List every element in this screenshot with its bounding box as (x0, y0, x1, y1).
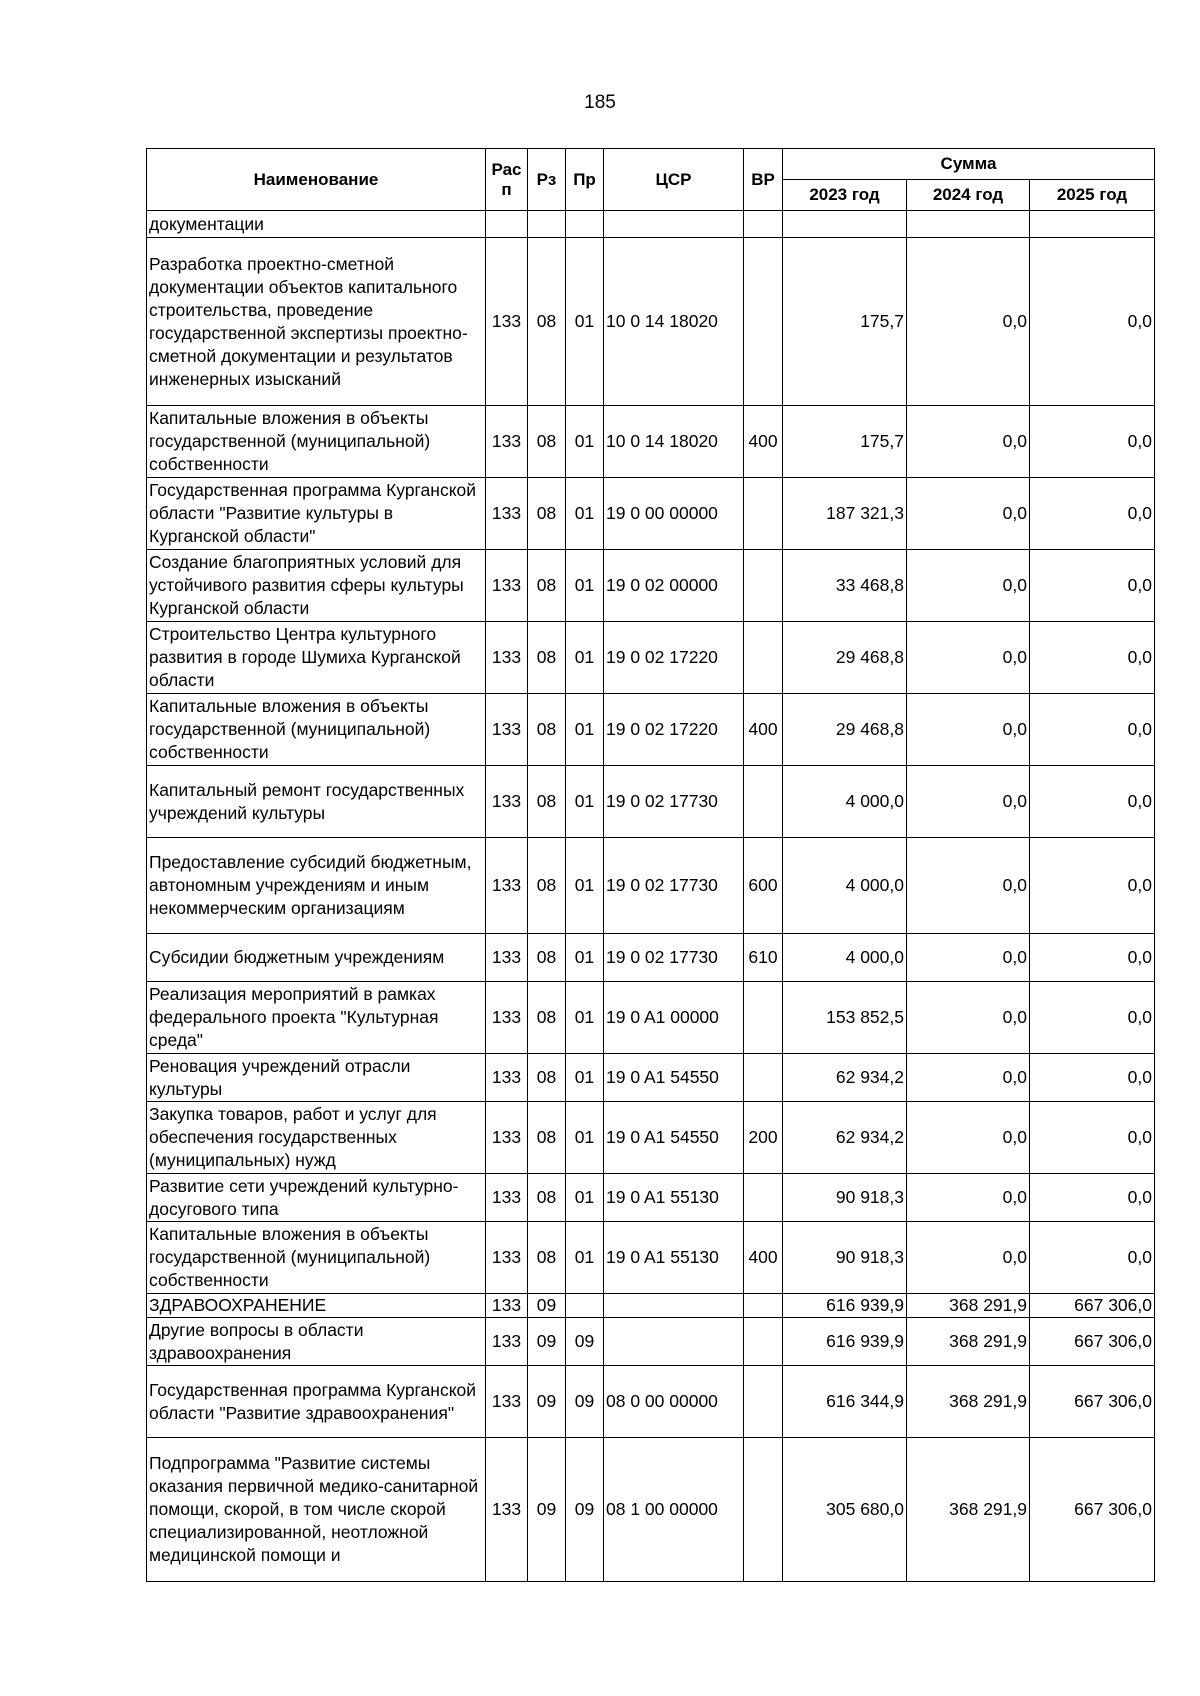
row-sum-2025: 0,0 (1030, 1054, 1155, 1102)
row-rasp: 133 (486, 622, 528, 694)
table-row (147, 406, 1155, 478)
header-pr: Пр (566, 149, 604, 211)
row-rz: 08 (528, 1174, 566, 1222)
row-vr (744, 1318, 783, 1366)
table-header (147, 149, 1155, 211)
row-pr: 01 (566, 1174, 604, 1222)
row-sum-2023: 175,7 (783, 238, 907, 406)
table-body (147, 211, 1155, 1582)
row-rz: 09 (528, 1438, 566, 1582)
row-csr: 19 0 A1 55130 (604, 1174, 744, 1222)
table-row (147, 766, 1155, 838)
row-sum-2025: 667 306,0 (1030, 1318, 1155, 1366)
table-row (147, 622, 1155, 694)
row-name: Закупка товаров, работ и услуг для обеспечения государственных (муниципальных) нужд (147, 1102, 486, 1174)
row-sum-2024: 368 291,9 (907, 1294, 1030, 1318)
row-name: документации (147, 211, 486, 238)
table-row (147, 1222, 1155, 1294)
row-rasp: 133 (486, 838, 528, 934)
row-rasp: 133 (486, 1438, 528, 1582)
row-sum-2024: 0,0 (907, 934, 1030, 982)
table-row (147, 694, 1155, 766)
row-pr: 01 (566, 622, 604, 694)
row-sum-2023: 305 680,0 (783, 1438, 907, 1582)
row-rz: 09 (528, 1318, 566, 1366)
row-vr: 400 (744, 406, 783, 478)
row-sum-2023: 29 468,8 (783, 694, 907, 766)
row-sum-2023: 4 000,0 (783, 934, 907, 982)
page-number: 185 (584, 92, 616, 113)
row-rasp (486, 211, 528, 238)
row-sum-2023: 4 000,0 (783, 838, 907, 934)
row-vr (744, 1294, 783, 1318)
row-rasp: 133 (486, 1174, 528, 1222)
row-sum-2024: 0,0 (907, 1054, 1030, 1102)
row-sum-2025: 0,0 (1030, 1102, 1155, 1174)
row-rz: 09 (528, 1366, 566, 1438)
row-rasp: 133 (486, 478, 528, 550)
row-sum-2023: 616 344,9 (783, 1366, 907, 1438)
row-csr: 10 0 14 18020 (604, 238, 744, 406)
row-pr: 01 (566, 694, 604, 766)
row-sum-2025: 0,0 (1030, 238, 1155, 406)
table-row (147, 1294, 1155, 1318)
row-name: Разработка проектно-сметной документации объектов капитального строительства, проведение государственной экспертизы проектно-сметной документации и результатов инженерных изысканий (147, 238, 486, 406)
row-sum-2024: 368 291,9 (907, 1366, 1030, 1438)
row-sum-2023 (783, 211, 907, 238)
row-vr: 600 (744, 838, 783, 934)
row-sum-2023: 616 939,9 (783, 1294, 907, 1318)
table-row (147, 1174, 1155, 1222)
row-rz: 08 (528, 694, 566, 766)
row-csr: 08 1 00 00000 (604, 1438, 744, 1582)
row-csr: 19 0 A1 54550 (604, 1102, 744, 1174)
row-vr (744, 1174, 783, 1222)
table-row (147, 838, 1155, 934)
row-csr: 19 0 02 17730 (604, 838, 744, 934)
row-sum-2024: 0,0 (907, 694, 1030, 766)
header-sum: Сумма (783, 149, 1155, 180)
row-sum-2024: 0,0 (907, 1102, 1030, 1174)
row-pr: 01 (566, 982, 604, 1054)
row-name: Реализация мероприятий в рамках федерального проекта "Культурная среда" (147, 982, 486, 1054)
row-rasp: 133 (486, 1318, 528, 1366)
row-rz: 08 (528, 550, 566, 622)
row-pr: 01 (566, 238, 604, 406)
header-vr: ВР (744, 149, 783, 211)
row-name: Развитие сети учреждений культурно-досугового типа (147, 1174, 486, 1222)
row-csr: 19 0 A1 00000 (604, 982, 744, 1054)
header-rasp: Рас п (486, 149, 528, 211)
row-rz: 08 (528, 622, 566, 694)
row-sum-2024: 0,0 (907, 622, 1030, 694)
row-rasp: 133 (486, 1294, 528, 1318)
row-vr (744, 238, 783, 406)
row-csr: 19 0 02 00000 (604, 550, 744, 622)
row-vr (744, 622, 783, 694)
row-sum-2025: 0,0 (1030, 1222, 1155, 1294)
row-csr: 19 0 02 17730 (604, 766, 744, 838)
table-row (147, 478, 1155, 550)
row-sum-2025: 0,0 (1030, 406, 1155, 478)
header-2024: 2024 год (907, 180, 1030, 211)
row-sum-2025: 0,0 (1030, 934, 1155, 982)
row-vr (744, 550, 783, 622)
table-row (147, 982, 1155, 1054)
row-sum-2023: 29 468,8 (783, 622, 907, 694)
row-rasp: 133 (486, 694, 528, 766)
row-sum-2024: 0,0 (907, 478, 1030, 550)
row-vr (744, 1366, 783, 1438)
row-vr: 200 (744, 1102, 783, 1174)
row-csr: 08 0 00 00000 (604, 1366, 744, 1438)
row-pr: 01 (566, 550, 604, 622)
row-vr: 400 (744, 1222, 783, 1294)
row-sum-2024: 0,0 (907, 1222, 1030, 1294)
table-row (147, 211, 1155, 238)
row-rz: 08 (528, 838, 566, 934)
table-row (147, 550, 1155, 622)
row-rz: 08 (528, 934, 566, 982)
row-sum-2025: 0,0 (1030, 550, 1155, 622)
row-rasp: 133 (486, 1366, 528, 1438)
row-pr: 01 (566, 406, 604, 478)
row-sum-2023: 187 321,3 (783, 478, 907, 550)
row-pr: 09 (566, 1366, 604, 1438)
row-sum-2025: 0,0 (1030, 838, 1155, 934)
row-rz: 08 (528, 1222, 566, 1294)
row-rz: 08 (528, 406, 566, 478)
row-vr (744, 1054, 783, 1102)
table-row (147, 1318, 1155, 1366)
row-pr: 01 (566, 1222, 604, 1294)
row-name: Капитальные вложения в объекты государственной (муниципальной) собственности (147, 694, 486, 766)
row-sum-2024: 0,0 (907, 838, 1030, 934)
row-csr: 19 0 02 17220 (604, 694, 744, 766)
row-sum-2024: 0,0 (907, 550, 1030, 622)
row-vr (744, 478, 783, 550)
row-sum-2024: 0,0 (907, 766, 1030, 838)
row-rasp: 133 (486, 982, 528, 1054)
row-rasp: 133 (486, 550, 528, 622)
row-sum-2025: 0,0 (1030, 982, 1155, 1054)
row-rz: 08 (528, 238, 566, 406)
row-rasp: 133 (486, 238, 528, 406)
row-vr (744, 766, 783, 838)
row-vr (744, 211, 783, 238)
row-sum-2025: 667 306,0 (1030, 1438, 1155, 1582)
row-sum-2023: 153 852,5 (783, 982, 907, 1054)
row-csr (604, 1294, 744, 1318)
row-rz: 08 (528, 982, 566, 1054)
row-pr: 09 (566, 1318, 604, 1366)
row-csr: 19 0 A1 55130 (604, 1222, 744, 1294)
row-sum-2025: 0,0 (1030, 766, 1155, 838)
row-rz: 08 (528, 478, 566, 550)
row-pr: 01 (566, 1102, 604, 1174)
row-name: Капитальные вложения в объекты государственной (муниципальной) собственности (147, 1222, 486, 1294)
row-name: Создание благоприятных условий для устойчивого развития сферы культуры Курганской области (147, 550, 486, 622)
header-2025: 2025 год (1030, 180, 1155, 211)
row-name: Государственная программа Курганской области "Развитие культуры в Курганской области" (147, 478, 486, 550)
row-sum-2025: 0,0 (1030, 694, 1155, 766)
row-csr: 19 0 02 17220 (604, 622, 744, 694)
table-row (147, 1438, 1155, 1582)
row-sum-2025: 0,0 (1030, 622, 1155, 694)
row-sum-2023: 90 918,3 (783, 1222, 907, 1294)
row-name: Другие вопросы в области здравоохранения (147, 1318, 486, 1366)
row-rz: 08 (528, 1102, 566, 1174)
row-sum-2023: 33 468,8 (783, 550, 907, 622)
row-sum-2023: 62 934,2 (783, 1054, 907, 1102)
row-rasp: 133 (486, 766, 528, 838)
table-row (147, 1102, 1155, 1174)
row-vr: 400 (744, 694, 783, 766)
table-row (147, 934, 1155, 982)
row-pr: 01 (566, 1054, 604, 1102)
row-sum-2024: 0,0 (907, 406, 1030, 478)
row-pr: 09 (566, 1438, 604, 1582)
table-row (147, 1054, 1155, 1102)
row-pr: 01 (566, 478, 604, 550)
row-sum-2025: 667 306,0 (1030, 1294, 1155, 1318)
row-rasp: 133 (486, 1102, 528, 1174)
row-vr: 610 (744, 934, 783, 982)
row-name: Реновация учреждений отрасли культуры (147, 1054, 486, 1102)
row-csr (604, 1318, 744, 1366)
header-name: Наименование (147, 149, 486, 211)
row-pr: 01 (566, 838, 604, 934)
row-sum-2023: 616 939,9 (783, 1318, 907, 1366)
row-rasp: 133 (486, 934, 528, 982)
table-row (147, 1366, 1155, 1438)
row-name: Государственная программа Курганской области "Развитие здравоохранения" (147, 1366, 486, 1438)
row-csr: 10 0 14 18020 (604, 406, 744, 478)
header-rz: Рз (528, 149, 566, 211)
header-2023: 2023 год (783, 180, 907, 211)
row-sum-2024 (907, 211, 1030, 238)
row-rasp: 133 (486, 1054, 528, 1102)
row-sum-2024: 0,0 (907, 1174, 1030, 1222)
row-pr (566, 1294, 604, 1318)
row-csr: 19 0 00 00000 (604, 478, 744, 550)
row-rz: 08 (528, 1054, 566, 1102)
row-name: Строительство Центра культурного развития в городе Шумиха Курганской области (147, 622, 486, 694)
row-rz (528, 211, 566, 238)
header-csr: ЦСР (604, 149, 744, 211)
row-sum-2023: 62 934,2 (783, 1102, 907, 1174)
row-sum-2023: 4 000,0 (783, 766, 907, 838)
row-vr (744, 1438, 783, 1582)
row-name: Капитальный ремонт государственных учреждений культуры (147, 766, 486, 838)
row-sum-2024: 368 291,9 (907, 1438, 1030, 1582)
row-rz: 08 (528, 766, 566, 838)
row-name: ЗДРАВООХРАНЕНИЕ (147, 1294, 486, 1318)
row-csr: 19 0 02 17730 (604, 934, 744, 982)
row-sum-2025 (1030, 211, 1155, 238)
row-sum-2024: 0,0 (907, 982, 1030, 1054)
row-name: Предоставление субсидий бюджетным, автономным учреждениям и иным некоммерческим организациям (147, 838, 486, 934)
row-sum-2023: 175,7 (783, 406, 907, 478)
row-csr (604, 211, 744, 238)
table-row (147, 238, 1155, 406)
row-name: Подпрограмма "Развитие системы оказания первичной медико-санитарной помощи, скорой, в том числе скорой специализированной, неотложной медицинской помощи и (147, 1438, 486, 1582)
row-name: Капитальные вложения в объекты государственной (муниципальной) собственности (147, 406, 486, 478)
row-sum-2025: 0,0 (1030, 1174, 1155, 1222)
row-csr: 19 0 A1 54550 (604, 1054, 744, 1102)
row-rz: 09 (528, 1294, 566, 1318)
row-sum-2024: 368 291,9 (907, 1318, 1030, 1366)
row-pr (566, 211, 604, 238)
row-sum-2025: 667 306,0 (1030, 1366, 1155, 1438)
row-sum-2025: 0,0 (1030, 478, 1155, 550)
budget-table (146, 148, 1155, 1582)
row-rasp: 133 (486, 406, 528, 478)
row-pr: 01 (566, 934, 604, 982)
row-pr: 01 (566, 766, 604, 838)
row-vr (744, 982, 783, 1054)
row-name: Субсидии бюджетным учреждениям (147, 934, 486, 982)
row-rasp: 133 (486, 1222, 528, 1294)
row-sum-2024: 0,0 (907, 238, 1030, 406)
row-sum-2023: 90 918,3 (783, 1174, 907, 1222)
